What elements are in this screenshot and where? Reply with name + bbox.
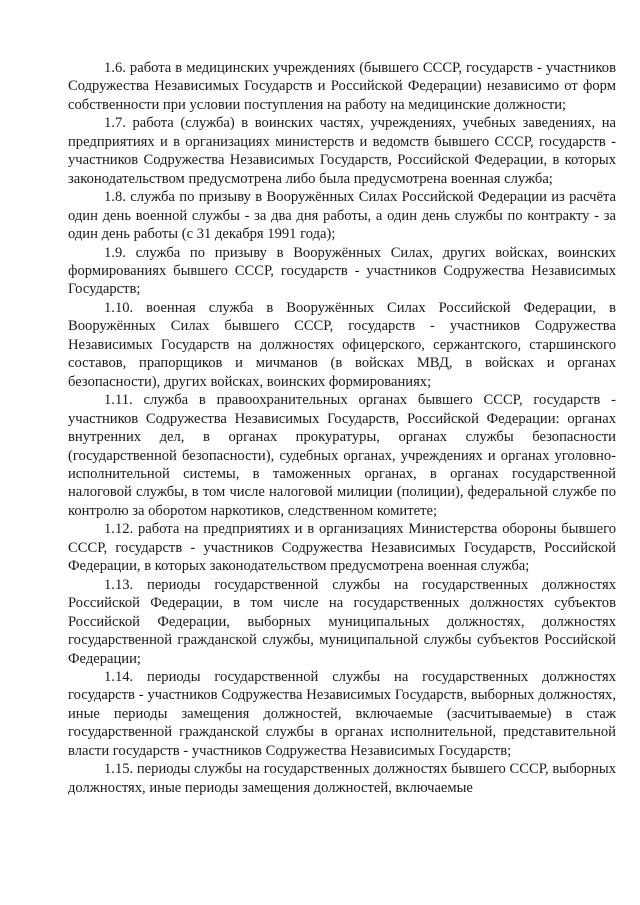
- paragraph-1-12: 1.12. работа на предприятиях и в организациях Министерства обороны бывшего СССР, государств - участников Содружества Независимых Государств, Российской Федерации, в которых законодательством предусмотрена военная служба;: [68, 521, 616, 575]
- paragraph-1-6: 1.6. работа в медицинских учреждениях (бывшего СССР, государств - участников Содружества Независимых Государств и Российской Федерации) независимо от форм собственности при условии поступления на работу на медицинские должности;: [68, 60, 616, 113]
- paragraph-1-13: 1.13. периоды государственной службы на государственных должностях Российской Федерации, в том числе на государственных должностях субъектов Российской Федерации, выборных муниципальных должностях, должностях государственной гражданской службы, муниципальной службы субъектов Российской Федерации;: [68, 576, 616, 667]
- paragraph-1-8: 1.8. служба по призыву в Вооружённых Силах Российской Федерации из расчёта один день военной службы - за два дня работы, а один день службы по контракту - за один день работы (с 31 декабря 1991 года);: [68, 189, 616, 243]
- paragraph-1-14: 1.14. периоды государственной службы на государственных должностях государств - участников Содружества Независимых Государств, выборных должностях, иные периоды замещения должностей, включаемые (засчитываемые) в стаж государственной гражданской службы в органах исполнительной, представительной власти государств - участников Содружества Независимых Государств;: [68, 668, 616, 759]
- paragraph-1-7: 1.7. работа (служба) в воинских частях, учреждениях, учебных заведениях, на предприятиях и в организациях министерств и ведомств бывшего СССР, государств - участников Содружества Независимых Государств, Российской Федерации, в которых законодательством предусмотрена либо была предусмотрена военная служба;: [68, 115, 616, 187]
- paragraph-1-10: 1.10. военная служба в Вооружённых Силах Российской Федерации, в Вооружённых Силах бывшего СССР, государств - участников Содружества Независимых Государств на должностях офицерского, сержантского, старшинского составов, прапорщиков и мичманов (в войсках МВД, в войсках и органах безопасности), других войсках, воинских формированиях;: [68, 299, 616, 390]
- paragraph-1-9: 1.9. служба по призыву в Вооружённых Силах, других войсках, воинских формированиях бывшего СССР, государств - участников Содружества Независимых Государств;: [68, 244, 616, 298]
- document-body: [68, 59, 616, 797]
- paragraph-1-15: 1.15. периоды службы на государственных должностях бывшего СССР, выборных должностях, иные периоды замещения должностей, включаемые: [68, 761, 616, 796]
- paragraph-1-11: 1.11. служба в правоохранительных органах бывшего СССР, государств - участников Содружества Независимых Государств, Российской Федерации: органах внутренних дел, в органах прокуратуры, органах службы безопасности (государственной безопасности), судебных органах, учреждениях и органах уголовно-исполнительной системы, в таможенных органах, в органах государственной налоговой службы, в том числе налоговой милиции (полиции), федеральной службе по контролю за оборотом наркотиков, следственном комитете;: [68, 392, 616, 519]
